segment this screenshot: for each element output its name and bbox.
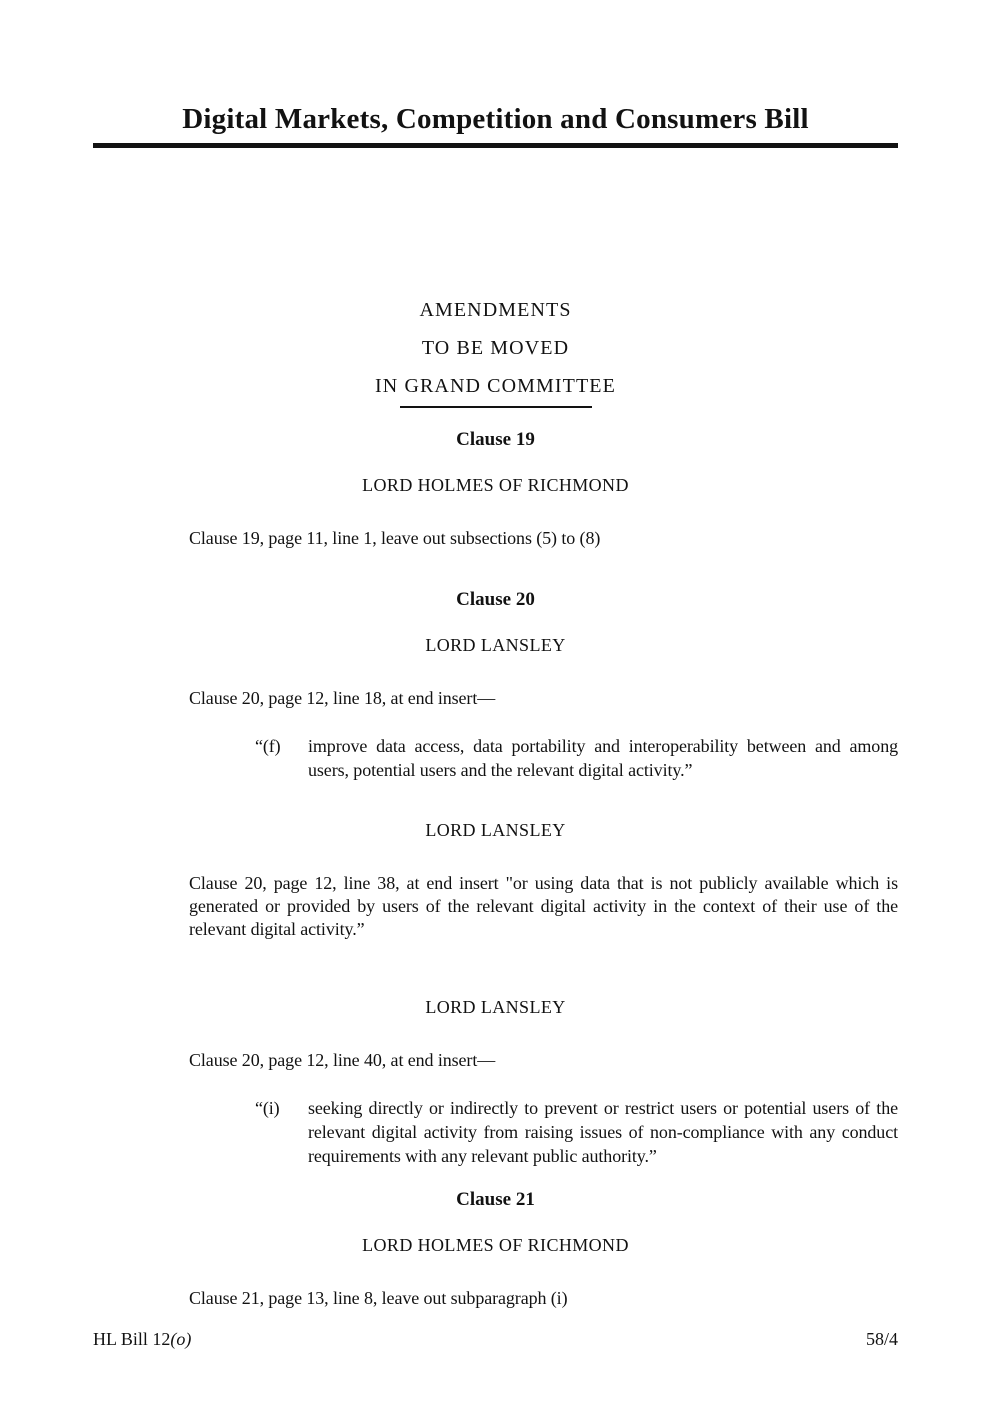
mover-name: LORD LANSLEY bbox=[425, 635, 566, 655]
page-title: Digital Markets, Competition and Consumers Bill bbox=[182, 103, 809, 135]
preamble bbox=[93, 291, 898, 408]
amendment-text: Clause 20, page 12, line 38, at end insert "or using data that is not publicly available which is generated or provided by users of the relevant digital activity in the context of their use of the relevant digital activity.” bbox=[189, 873, 898, 939]
title-double-rule bbox=[93, 143, 898, 148]
bill-reference bbox=[93, 1328, 191, 1351]
mover-name: LORD LANSLEY bbox=[425, 820, 566, 840]
clause-21-heading: Clause 21 bbox=[456, 1189, 535, 1210]
subparagraph-text: improve data access, data portability and interoperability between and among users, potential users and the relevant digital activity.” bbox=[308, 736, 898, 780]
subparagraph-marker: “(i) bbox=[255, 1098, 280, 1118]
mover-name: LORD HOLMES OF RICHMOND bbox=[362, 1235, 629, 1255]
mover-name: LORD HOLMES OF RICHMOND bbox=[362, 475, 629, 495]
bill-reference-suffix: (o) bbox=[170, 1329, 192, 1349]
bill-reference-text: HL Bill 12 bbox=[93, 1329, 171, 1349]
amendment-lead-text: Clause 20, page 12, line 18, at end insert— bbox=[189, 688, 496, 708]
paper-number: 58/4 bbox=[865, 1329, 898, 1349]
preamble-line-amendments: AMENDMENTS bbox=[419, 299, 572, 321]
amendment-subparagraph bbox=[255, 734, 898, 782]
preamble-line-to-be-moved: TO BE MOVED bbox=[421, 337, 570, 359]
page-footer bbox=[93, 1328, 898, 1351]
clause-19-heading: Clause 19 bbox=[456, 429, 535, 450]
amendment-text: Clause 19, page 11, line 1, leave out subsections (5) to (8) bbox=[189, 528, 601, 548]
subparagraph-text: seeking directly or indirectly to prevent or restrict users or potential users of the relevant digital activity from raising issues of non-compliance with any conduct requirements with any relevant public authority.” bbox=[308, 1098, 898, 1166]
amendment-lead-text: Clause 20, page 12, line 40, at end insert— bbox=[189, 1050, 496, 1070]
amendment-text: Clause 21, page 13, line 8, leave out subparagraph (i) bbox=[189, 1288, 568, 1308]
mover-name: LORD LANSLEY bbox=[425, 997, 566, 1017]
amendment-subparagraph bbox=[255, 1096, 898, 1168]
subparagraph-marker: “(f) bbox=[255, 736, 281, 756]
clause-20-heading: Clause 20 bbox=[456, 589, 535, 610]
preamble-line-in-grand-committee: IN GRAND COMMITTEE bbox=[375, 375, 616, 397]
preamble-underline bbox=[400, 406, 592, 408]
